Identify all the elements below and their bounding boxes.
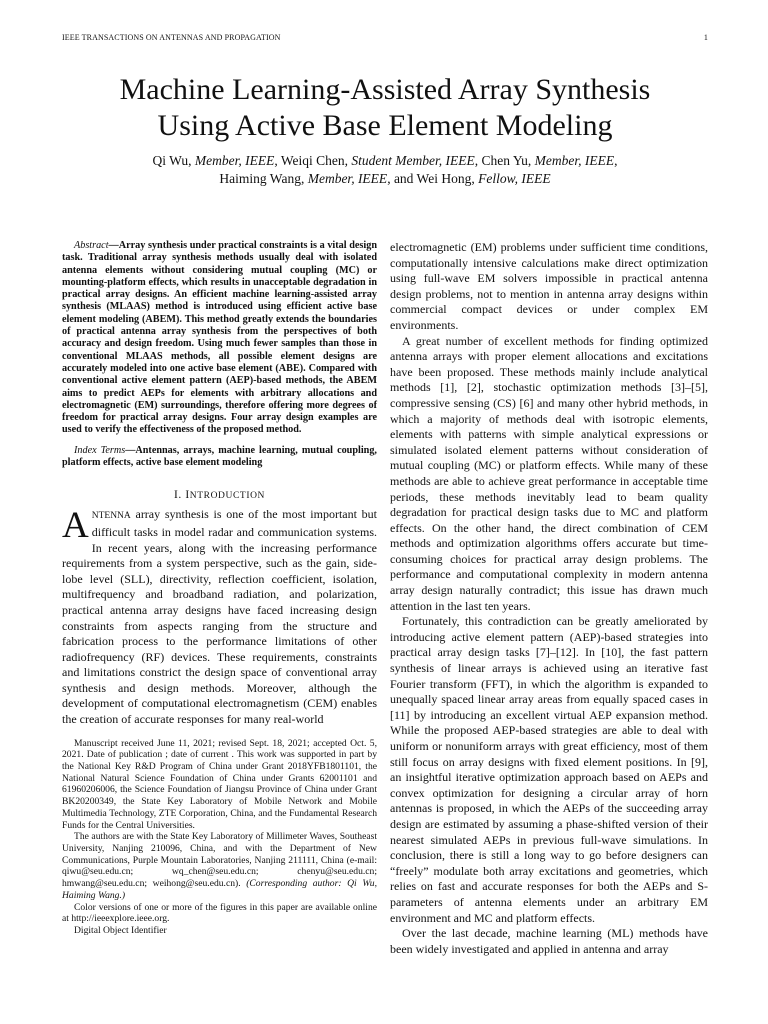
body-paragraph: Over the last decade, machine learning (ML) methods have been widely investigated and applied in antenna and array <box>390 926 708 956</box>
section-title-initial: I <box>185 489 190 502</box>
intro-first-word: NTENNA <box>91 511 131 522</box>
section-title-rest: NTRODUCTION <box>189 491 266 502</box>
author-line-1 <box>62 152 708 170</box>
abstract-text: —Array synthesis under practical constraints is a vital design task. Traditional array synthesis methods usually deal with isolated antenna elements without considering mutual coupling (MC) or mounting-platform effects, which results in unacceptable degradation in practical array designs. An efficient machine learning-assisted array synthesis (MLAAS) method is introduced using efficient active base element modeling (ABEM). This method greatly extends the boundaries of practical antenna array synthesis from the perspectives of both accuracy and design freedom. Using much fewer samples than those in conventional MLAAS methods, all possible element designs are accurately modeled into one active base element (ABE). Compared with conventional active element pattern (AEP)-based methods, the ABEM aims to predict AEPs for elements with arbitrary allocations and electromagnetic (EM) surroundings, therefore offering more degrees of freedom for practical array designs. Four array design examples are used to verify the effectiveness of the proposed method. <box>62 240 377 436</box>
paper-title <box>62 72 708 144</box>
body-paragraph: Fortunately, this contradiction can be greatly ameliorated by introducing active element pattern (AEP)-based strategies into practical array design tasks [7]–[12]. In [10], the fast pattern synthesis of linear arrays is achieved using an iterative fast Fourier transform (FFT), in which the algorithm is expanded to unequally spaced linear array areas from equally spaced cases in [11] by introducing an excellent virtual AEP expansion method. While the proposed AEP-based strategies are able to deal with uniform or nonuniform arrays with great efficiency, most of them still focus on array designs with fixed element positions. In [9], an insightful iterative optimization approach based on AEPs and convex optimization for designing a circular array of horn antennas is proposed, in which the AEPs of the succeeding array design are estimated by assuming a phase-shifted version of their nearest simulated AEPs in previous full-wave simulations. In conclusion, there is still a long way to go before designers can “freely” modulate both array excitations and geometries, which relies on fast and accurate responses for both the AEPs and S-parameters of antenna elements under an arbitrary EM environment and MC and platform effects. <box>390 614 708 925</box>
footnotes <box>62 738 377 937</box>
footnote-doi: Digital Object Identifier <box>74 924 167 936</box>
author-name: , and Wei Hong, <box>387 171 479 186</box>
drop-cap: A <box>62 505 89 547</box>
affiliations-text: The authors are with the State Key Laboratory of Millimeter Waves, Southeast University, Nanjing 210096, China, and with the Department of New Communications, Purple Mountain Laboratories, Nanjing 211111, China (e-mail: qiwu@seu.edu.cn; wq_chen@seu.edu.cn; chenyu@seu.edu.cn; hmwang@seu.edu.cn; weihong@seu.edu.cn). <box>62 831 377 890</box>
index-terms-label: Index Terms <box>74 444 126 456</box>
title-line-2: Using Active Base Element Modeling <box>157 109 613 142</box>
page-number: 1 <box>703 33 708 42</box>
author-separator: , <box>614 153 618 168</box>
author-name: Qi Wu, <box>152 153 195 168</box>
footnote-affiliations <box>62 831 377 901</box>
journal-name: IEEE TRANSACTIONS ON ANTENNAS AND PROPAGATION <box>62 33 281 42</box>
section-heading <box>62 489 377 501</box>
intro-paragraph <box>62 507 377 727</box>
right-column <box>390 240 708 957</box>
section-number: I. <box>173 489 186 502</box>
body-paragraph: A great number of excellent methods for finding optimized antenna arrays with proper element allocations and excitations have been proposed. These methods mainly include analytical methods [1], [2], stochastic optimization methods [3]–[5], compressive sensing (CS) [6] and many other hybrid methods, in which a majority of methods deal with isotropic elements, elements with patterns with simple analytical expressions or simulated isolated element patterns without consideration of mutual coupling (MC) or platform effects. While many of these methods are able to achieve great performance in acceptable time periods, these methods inevitably lead to beam quality degradation for practical design tasks due to MC and platform effects. On the other hand, the direct combination of CEM methods and optimization algorithms offers accurate but time-consuming choices for practical array design problems. The performance and computational complexity in modern antenna array design naturally contradict; this issue has drawn much attention in the last ten years. <box>390 333 708 613</box>
title-line-1: Machine Learning-Assisted Array Synthesis <box>119 73 651 106</box>
index-terms <box>62 445 377 470</box>
footnote-color-versions: Color versions of one or more of the figures in this paper are available online at http://ieeexplore.ieee.org. <box>62 901 377 925</box>
author-membership: Member, IEEE <box>534 153 615 168</box>
footnote-manuscript: Manuscript received June 11, 2021; revised Sept. 18, 2021; accepted Oct. 5, 2021. Date of publication ; date of current . This work was supported in part by the National Key R&D Program of China under Grant 2018YFB1801101, the National Natural Science Foundation of China under Grants 62001101 and 61960206006, the Science Foundation of Jiangsu Province of China under Grant BK20200349, the State Key Laboratory of Mobile Network and Mobile Multimedia Technology, ZTE Corporation, China, and the Fundamental Research Funds for the Central Universities. <box>62 737 377 831</box>
author-name: , Chen Yu, <box>474 153 535 168</box>
corresponding-author: (Corresponding author: Qi Wu, Haiming Wang.) <box>62 878 377 901</box>
abstract <box>62 240 377 437</box>
intro-text: array synthesis is one of the most important but difficult tasks in model radar and communication systems. In recent years, along with the increasing performance requirements from a system perspective, such as the gain, side-lobe level (SLL), directivity, reflection coefficient, isolation, multifrequency and broadband radiation, and polarization, practical antenna array designs have faced increasing design constraints from aspects ranging from the structure and fabrication process to the performance limitations of other radiofrequency (RF) devices. These requirements, constraints and limitations constrict the design space of conventional array synthesis and design methods. Moreover, although the development of computational electromagnetism (CEM) enables the creation of accurate responses for many real-world <box>62 507 377 727</box>
body-paragraph: electromagnetic (EM) problems under sufficient time conditions, computationally intensive calculations make direct optimization using full-wave EM solvers impossible in practical antenna design problems, not to mention in antenna array designs within commercial compact devices or under complex EM environments. <box>390 240 708 332</box>
author-membership: Student Member, IEEE <box>351 153 475 168</box>
author-membership: Fellow, IEEE <box>478 171 551 186</box>
author-membership: Member, IEEE <box>194 153 275 168</box>
author-membership: Member, IEEE <box>307 171 388 186</box>
index-terms-text: —Antennas, arrays, machine learning, mutual coupling, platform effects, active base element modeling <box>62 444 377 469</box>
author-list <box>62 152 708 188</box>
running-header <box>62 33 708 45</box>
author-name: , Weiqi Chen, <box>274 153 352 168</box>
author-line-2 <box>62 170 708 188</box>
author-name: Haiming Wang, <box>219 171 308 186</box>
abstract-label: Abstract <box>74 240 109 251</box>
left-column <box>62 240 377 937</box>
